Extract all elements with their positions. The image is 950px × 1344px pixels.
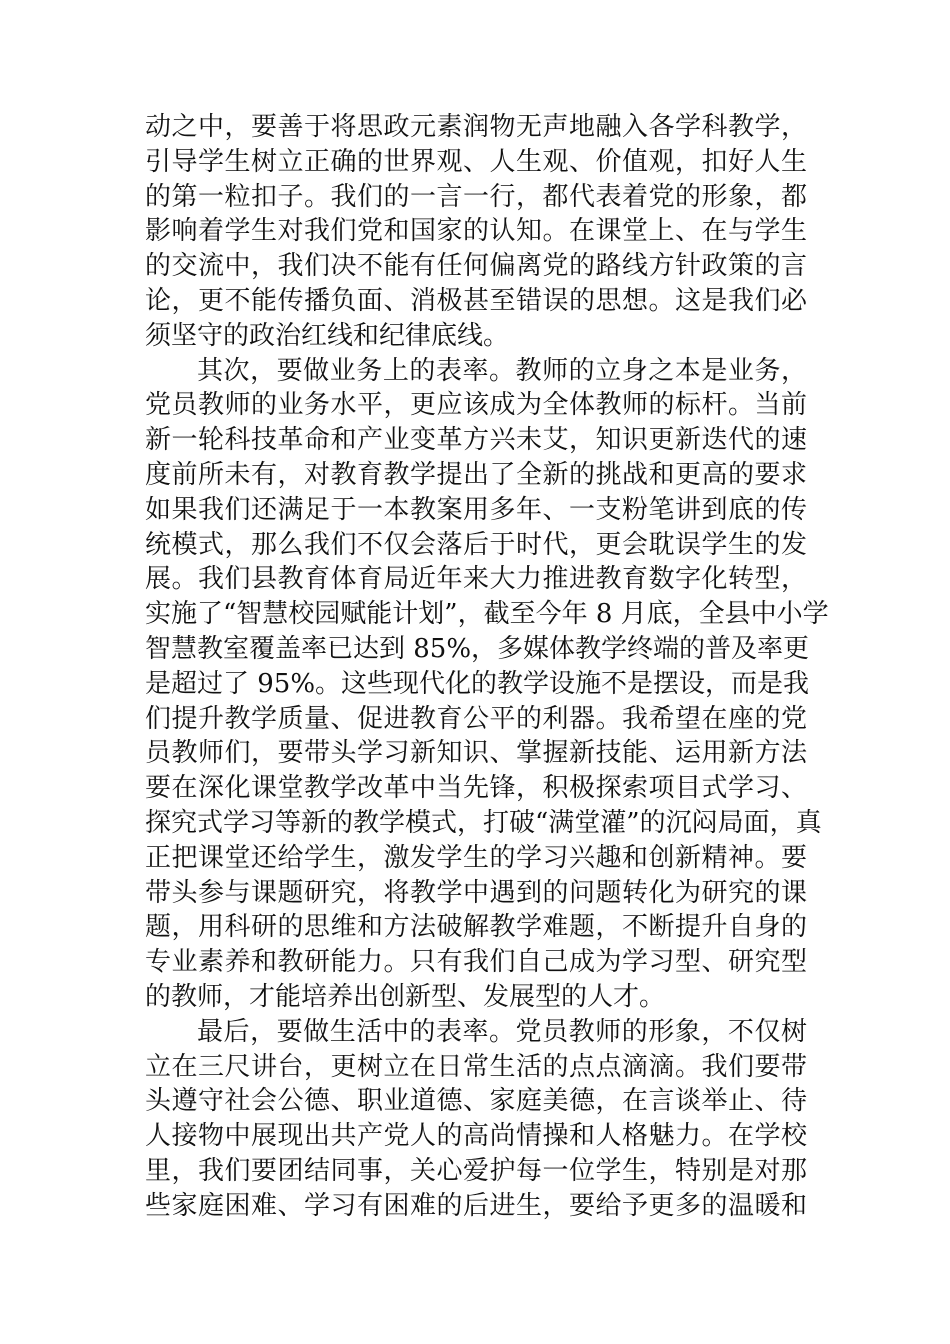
text-line: 展。我们县教育体育局近年来大力推进教育数字化转型， [145, 564, 807, 595]
text-line: 专业素养和教研能力。只有我们自己成为学习型、研究型 [145, 947, 807, 978]
document-page [145, 110, 829, 1224]
text-line: 论，更不能传播负面、消极甚至错误的思想。这是我们必 [145, 285, 807, 316]
text-line: 须坚守的政治红线和纪律底线。 [145, 320, 510, 351]
text-line: 智慧教室覆盖率已达到 85%，多媒体教学终端的普及率更 [145, 633, 810, 664]
text-line: 的交流中，我们决不能有任何偏离党的路线方针政策的言 [145, 251, 807, 282]
text-line: 些家庭困难、学习有困难的后进生，要给予更多的温暖和 [145, 1190, 807, 1221]
text-line: 统模式，那么我们不仅会落后于时代，更会耽误学生的发 [145, 529, 807, 560]
text-line: 实施了“智慧校园赋能计划”，截至今年 8 月底，全县中小学 [145, 599, 829, 630]
paragraph-first-line: 其次，要做业务上的表率。教师的立身之本是业务， [197, 355, 807, 386]
text-line: 里，我们要团结同事，关心爱护每一位学生，特别是对那 [145, 1155, 807, 1186]
text-line: 头遵守社会公德、职业道德、家庭美德，在言谈举止、待 [145, 1086, 807, 1117]
text-line: 引导学生树立正确的世界观、人生观、价值观，扣好人生 [145, 146, 807, 177]
text-line: 员教师们，要带头学习新知识、掌握新技能、运用新方法 [145, 738, 807, 769]
text-line: 党员教师的业务水平，更应该成为全体教师的标杆。当前 [145, 390, 807, 421]
text-line: 的教师，才能培养出创新型、发展型的人才。 [145, 981, 666, 1012]
paragraph-first-line: 最后，要做生活中的表率。党员教师的形象，不仅树 [197, 1016, 807, 1047]
text-line: 是超过了 95%。这些现代化的教学设施不是摆设，而是我 [145, 668, 810, 699]
text-line: 度前所未有，对教育教学提出了全新的挑战和更高的要求 [145, 459, 807, 490]
text-line: 如果我们还满足于一本教案用多年、一支粉笔讲到底的传 [145, 494, 807, 525]
text-line: 正把课堂还给学生，激发学生的学习兴趣和创新精神。要 [145, 842, 807, 873]
text-line: 带头参与课题研究，将教学中遇到的问题转化为研究的课 [145, 877, 807, 908]
text-line: 立在三尺讲台，更树立在日常生活的点点滴滴。我们要带 [145, 1051, 807, 1082]
text-line: 人接物中展现出共产党人的高尚情操和人格魅力。在学校 [145, 1121, 807, 1152]
text-line: 们提升教学质量、促进教育公平的利器。我希望在座的党 [145, 703, 807, 734]
text-line: 探究式学习等新的教学模式，打破“满堂灌”的沉闷局面，真 [145, 807, 822, 838]
text-line: 题，用科研的思维和方法破解教学难题，不断提升自身的 [145, 912, 807, 943]
text-line: 动之中，要善于将思政元素润物无声地融入各学科教学， [145, 112, 807, 142]
text-line: 的第一粒扣子。我们的一言一行，都代表着党的形象，都 [145, 181, 807, 212]
text-line: 影响着学生对我们党和国家的认知。在课堂上、在与学生 [145, 216, 807, 247]
text-line: 要在深化课堂教学改革中当先锋，积极探索项目式学习、 [145, 773, 807, 804]
text-line: 新一轮科技革命和产业变革方兴未艾，知识更新迭代的速 [145, 425, 807, 456]
